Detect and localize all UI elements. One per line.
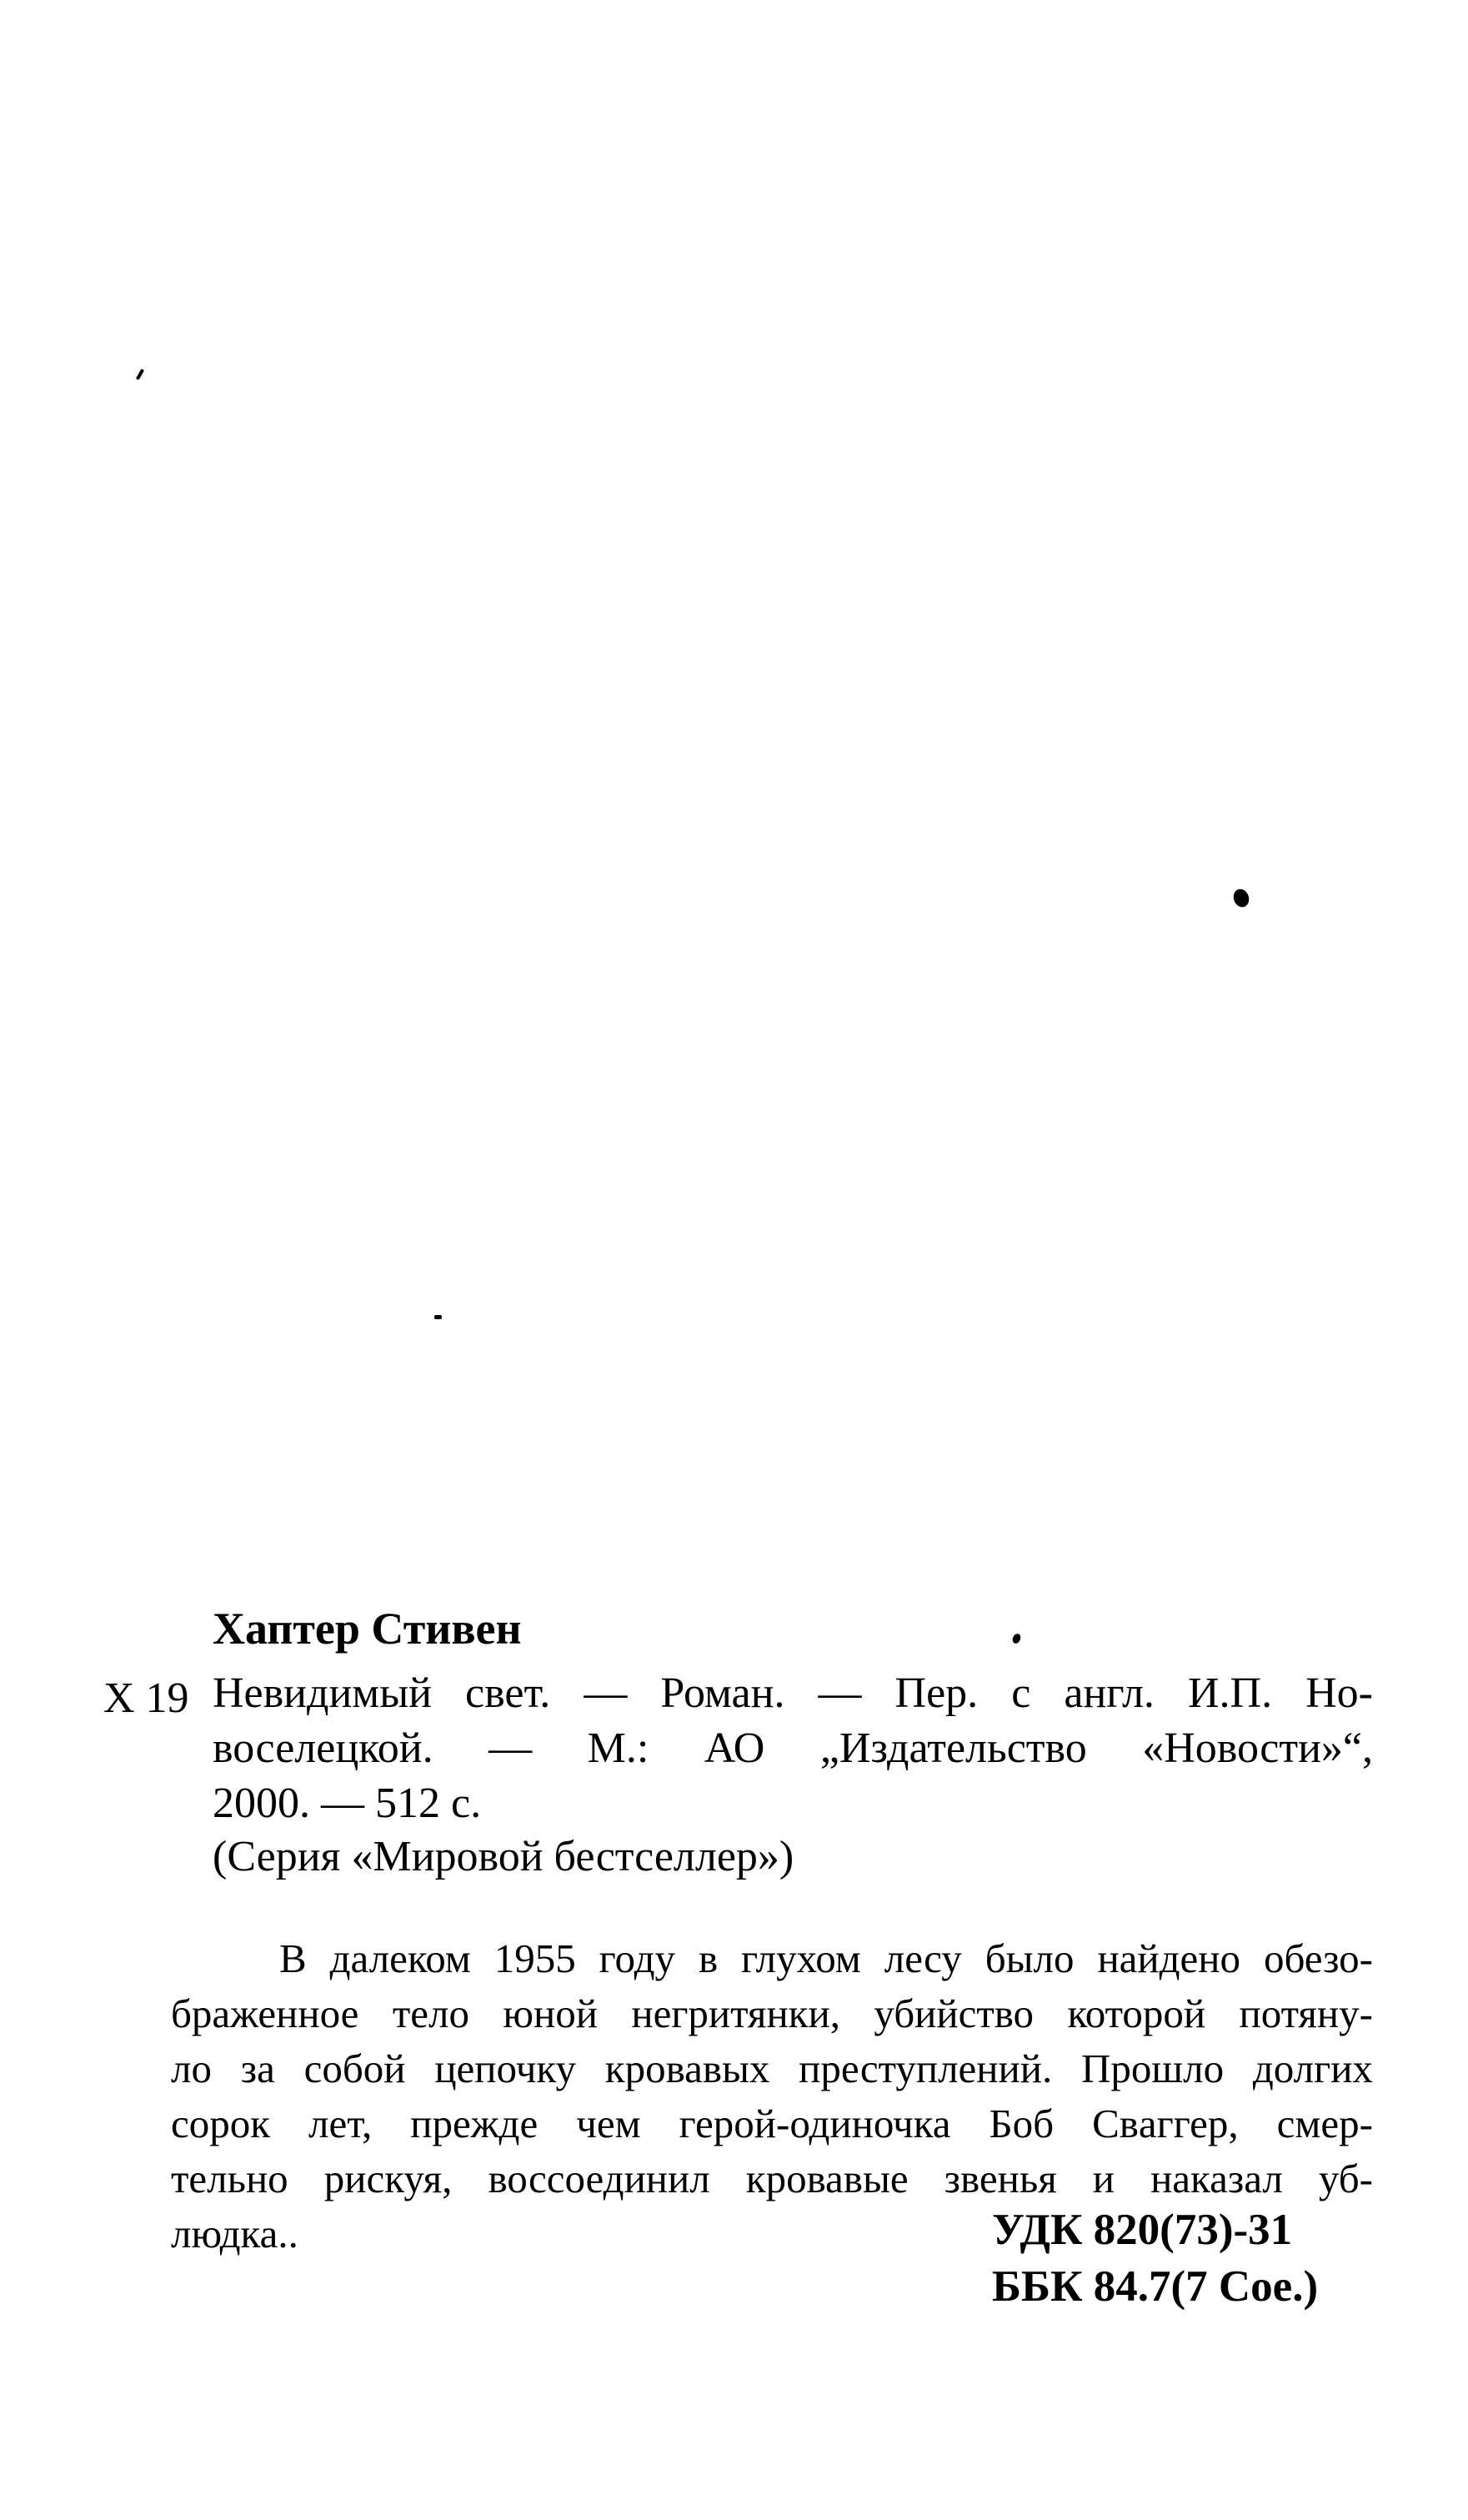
word: долгих [1252,2046,1373,2091]
word: убийство [874,1990,1035,2036]
annotation-line [171,1931,1373,1986]
annotation-line [171,1986,1373,2041]
word: прежде [410,2101,539,2146]
word: М.: [587,1724,649,1772]
word: ло [171,2046,212,2091]
word: звенья [944,2156,1057,2201]
word: герой-одиночка [679,2101,951,2146]
word: и [1092,2156,1115,2201]
annotation-line [171,2096,1373,2151]
word: „Издательство [819,1724,1087,1772]
author-name: Хаптер Стивен [213,1604,522,1654]
annotation-line [171,2151,1373,2206]
biblio-line [213,1721,1373,1776]
word: обезо- [1263,1935,1373,1981]
word: сорок [171,2101,271,2146]
word: — [818,1669,862,1717]
word: 2000. — 512 с. [213,1780,482,1827]
ink-speck [136,369,144,380]
word: которой [1067,1990,1206,2036]
word: 1955 [494,1935,576,1981]
word: лет, [308,2101,373,2146]
word: юной [503,1990,598,2036]
word: наказал [1150,2156,1283,2201]
classification-codes [992,2201,1318,2315]
ink-speck [1231,887,1251,910]
word: тельно [171,2156,288,2201]
ink-speck [1011,1633,1022,1645]
word: негритянки, [631,1990,840,2036]
word: преступлений. [799,2046,1053,2091]
word: смер- [1276,2101,1373,2146]
ink-speck [434,1315,442,1319]
word: далеком [329,1935,471,1981]
word: англ. [1064,1669,1155,1717]
word: воселецкой. [213,1724,433,1772]
word: Но- [1305,1669,1373,1717]
word: найдено [1097,1935,1241,1981]
word: году [599,1935,676,1981]
word: за [240,2046,275,2091]
word: АО [704,1724,765,1772]
series-note: (Серия «Мировой бестселлер») [213,1833,794,1880]
word: воссоединил [488,2156,710,2201]
word: кровавые [745,2156,909,2201]
word: глухом [741,1935,861,1981]
word: браженное [171,1990,359,2036]
catalog-code: Х 19 [103,1674,189,1722]
word: с [1011,1669,1031,1717]
biblio-line [213,1776,1373,1831]
word: Пер. [894,1669,979,1717]
word: тело [392,1990,469,2036]
word: В [279,1935,307,1981]
word: лесу [884,1935,962,1981]
word: Свaггер, [1092,2101,1239,2146]
word: Боб [989,2101,1055,2146]
biblio-line [213,1666,1373,1721]
word: «Новости»“, [1142,1724,1373,1772]
word: было [985,1935,1075,1981]
word: Роман. [660,1669,785,1717]
word: свет. [465,1669,551,1717]
word: уб- [1318,2156,1373,2201]
word: чем [576,2101,641,2146]
bibliographic-description [213,1666,1373,1831]
word: потяну- [1239,1990,1373,2036]
udk-code: УДК 820(73)-31 [992,2206,1293,2254]
annotation-line [171,2041,1373,2096]
word: людка.. [171,2211,298,2256]
bbk-code: ББК 84.7(7 Сое.) [992,2262,1319,2311]
word: — [488,1724,533,1772]
word: кровавых [604,2046,770,2091]
word: — [584,1669,628,1717]
word: рискуя, [323,2156,453,2201]
word: И.П. [1187,1669,1273,1717]
word: Прошло [1081,2046,1225,2091]
word: в [698,1935,719,1981]
word: собой [303,2046,406,2091]
word: Невидимый [213,1669,432,1717]
word: цепочку [434,2046,576,2091]
